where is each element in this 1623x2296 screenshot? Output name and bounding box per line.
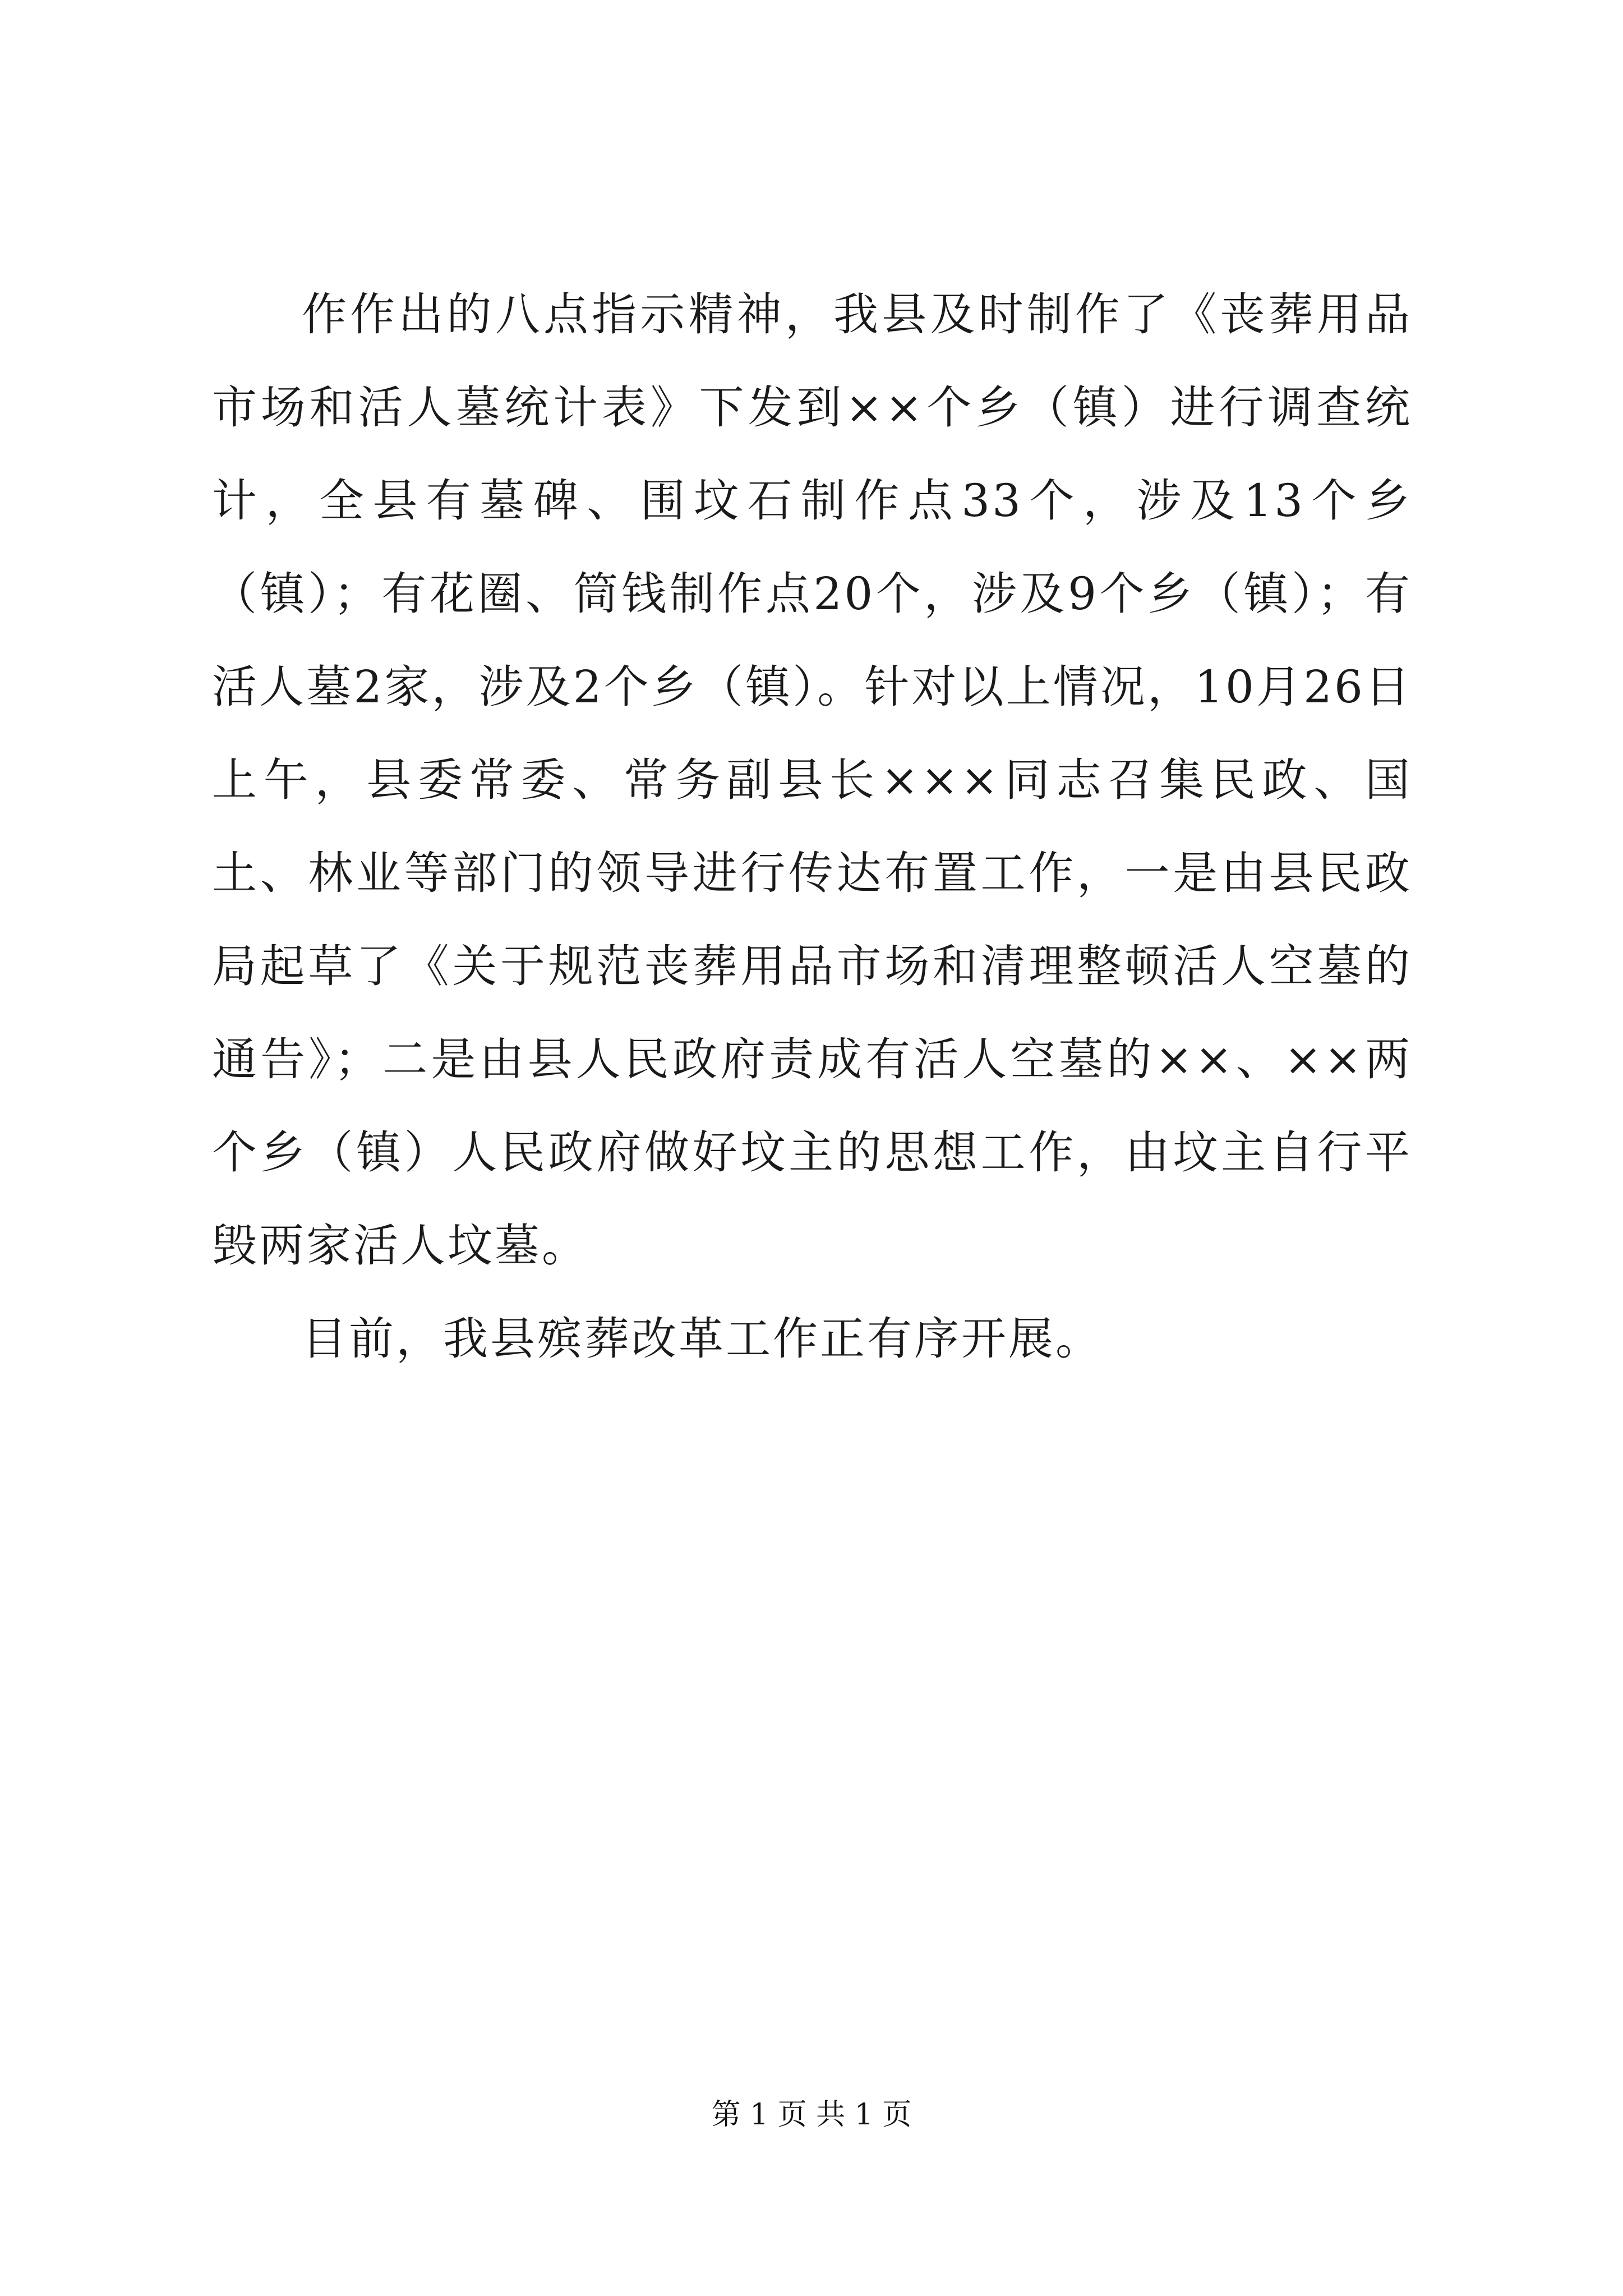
page-footer: 第 1 页 共 1 页 [711,2098,912,2132]
paragraph-conclusion: 目前，我县殡葬改革工作正有序开展。 [302,1313,1103,1365]
document-body [212,268,1412,1386]
paragraph-statistics: 作作出的八点指示精神，我县及时制作了《丧葬用品市场和活人墓统计表》下发到××个乡（镇）进行调查统计，全县有墓碑、围坟石制作点33个，涉及13个乡（镇）；有花圈、筒钱制作点20个，涉及9个乡（镇）；有活人墓2家，涉及2个乡（镇）。针对以上情况，10月26日上午，县委常委、常务副县长×××同志召集民政、国土、林业等部门的领导进行传达布置工作，一是由县民政局起草了《关于规范丧葬用品市场和清理整顿活人空墓的通告》；二是由县人民政府责成有活人空墓的××、××两个乡（镇）人民政府做好坟主的思想工作，由坟主自行平毁两家活人坟墓。 [212,288,1412,1272]
